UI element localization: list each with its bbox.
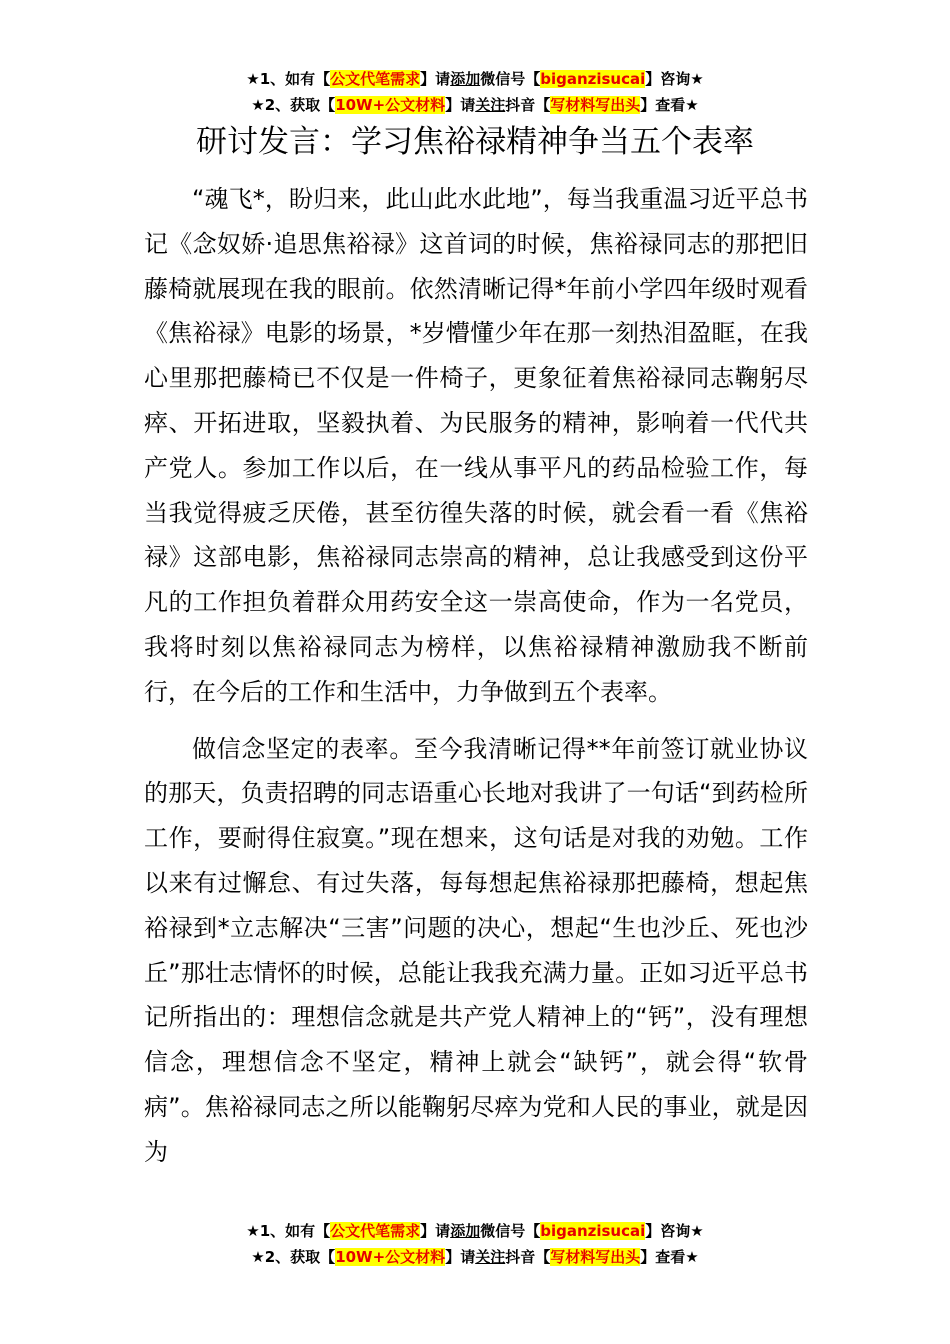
underlined-text: 添加 [450,1222,481,1240]
banner-text: 微信号【 [480,1222,541,1240]
banner-line-1 [0,66,950,92]
highlight-text: 10W+公文材料 [335,1248,446,1266]
highlight-text: 写材料写出头 [550,96,641,114]
banner-text: 】查看★ [640,96,699,114]
banner-text: ★1、如有【 [246,1222,331,1240]
banner-text: 抖音【 [505,1248,551,1266]
banner-line-2 [0,92,950,118]
banner-text: 】请 [420,70,451,88]
header-banner [0,66,950,118]
document-title: 研讨发言：学习焦裕禄精神争当五个表率 [196,124,754,160]
banner-text: ★2、获取【 [251,1248,336,1266]
banner-text: 】请 [445,1248,476,1266]
underlined-text: 关注 [475,1248,506,1266]
banner-text: 】查看★ [640,1248,699,1266]
banner-text: 】咨询★ [645,1222,704,1240]
highlight-text: biganzisucai [540,70,646,88]
banner-text: 抖音【 [505,96,551,114]
document-body [144,177,808,1175]
underlined-text: 添加 [450,70,481,88]
banner-text: 】咨询★ [645,70,704,88]
highlight-text: 公文代笔需求 [330,70,421,88]
banner-text: 微信号【 [480,70,541,88]
footer-banner [0,1218,950,1270]
highlight-text: biganzisucai [540,1222,646,1240]
banner-text: 】请 [445,96,476,114]
banner-text: ★2、获取【 [251,96,336,114]
underlined-text: 关注 [475,96,506,114]
highlight-text: 公文代笔需求 [330,1222,421,1240]
banner-line-1 [0,1218,950,1244]
highlight-text: 10W+公文材料 [335,96,446,114]
banner-line-2 [0,1244,950,1270]
banner-text: 】请 [420,1222,451,1240]
banner-text: ★1、如有【 [246,70,331,88]
paragraph-2: 做信念坚定的表率。至今我清晰记得**年前签订就业协议的那天，负责招聘的同志语重心长地对我讲了一句话“到药检所工作，要耐得住寂寞。”现在想来，这句话是对我的劝勉。工作以来有过懈怠、有过失落，每每想起焦裕禄那把藤椅，想起焦裕禄到*立志解决“三害”问题的决心，想起“生也沙丘、死也沙丘”那壮志情怀的时候，总能让我我充满力量。正如习近平总书记所指出的：理想信念就是共产党人精神上的“钙”，没有理想信念，理想信念不坚定，精神上就会“缺钙”，就会得“软骨病”。焦裕禄同志之所以能鞠躬尽瘁为党和人民的事业，就是因为 [144,734,808,1166]
highlight-text: 写材料写出头 [550,1248,641,1266]
paragraph-1: “魂飞*，盼归来，此山此水此地”，每当我重温习近平总书记《念奴娇·追思焦裕禄》这首词的时候，焦裕禄同志的那把旧藤椅就展现在我的眼前。依然清晰记得*年前小学四年级时观看《焦裕禄》电影的场景，*岁懵懂少年在那一刻热泪盈眶，在我心里那把藤椅已不仅是一件椅子，更象征着焦裕禄同志鞠躬尽瘁、开拓进取，坚毅执着、为民服务的精神，影响着一代代共产党人。参加工作以后，在一线从事平凡的药品检验工作，每当我觉得疲乏厌倦，甚至彷徨失落的时候，就会看一看《焦裕禄》这部电影，焦裕禄同志崇高的精神，总让我感受到这份平凡的工作担负着群众用药安全这一崇高使命，作为一名党员，我将时刻以焦裕禄同志为榜样，以焦裕禄精神激励我不断前行，在今后的工作和生活中，力争做到五个表率。 [144,185,808,706]
